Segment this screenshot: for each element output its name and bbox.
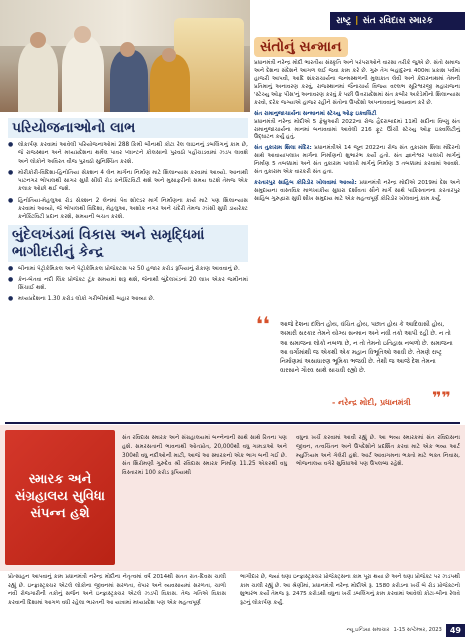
section-heading: સંતોનું સન્માન [254,37,348,57]
section-heading: પરિયોજનાઓનો લાભ [8,118,248,138]
paragraph: પ્રધાનમંત્રી નરેન્દ્ર મોદી ભારતીય સંસ્કૃતિ અને પરંપરાઓને વારસા તરીકે જુએ છે. સંતો સમાજ અને દેશના સંદેશને આગળ લઈ જવા કામ કરે છે. ગુરુ તેગ બહાદુરના 400મા પ્રકાશ પર્વમાં હાજરી આપવી, આદિ શંકરાચાર્યના જન્મસ્થળની મુલાકાત લેવી અને કેદારનાથમાં તેમની પ્રતિમાનું અનાવરણ કરવું, રાજસ્થાનમાં જૈનાચાર્ય વિજય વલ્લભ સૂરિશ્વરજી મહારાજના 'સ્ટેચ્યુ ઓફ પીસ'નું અનાવરણ કરવું કે પછી ઉત્તરપ્રદેશમાં સંત કબીર અકેડેમીનો શિલાન્યાસ કરવો, દરેક જગ્યાએ હાજર રહીને સંતોના ઉપદેશો અપનાવવાનું આહ્વાન કરે છે. [254,60,460,106]
header-photo [0,0,250,112]
divider [5,422,460,424]
quote-text: આજે દેશના દલિત હોય, વંચિત હોય, પછાત હોય કે આદિવાસી હોય, અમારી સરકાર તેમને યોગ્ય સન્માન અને નવી તકો આપી રહી છે. ન તો આ સમાજના લોકો નબળા છે, ન તો તેમનો ઇતિહાસ નબળો છે. સમાજના આ વર્ગોમાંથી જ એકથી એક મહાન વિભૂતિઓ આવી છે. તેમણે રાષ્ટ્ર નિર્માણમાં અસાધારણ ભૂમિકા ભજવી છે. તેથી જ આજે દેશ તેમના વારસાને ગૌરવ સાથે સાચવી રહ્યો છે. [280,321,453,375]
section-badge: રાષ્ટ્ર | સંત રવિદાસ સ્મારક [330,12,465,30]
paragraph: સંત તુકારામ શિલા મંદિર: પ્રધાનમંત્રીએ 14 જૂન 2022ના રોજ સંત તુકારામ શિલા મંદિરનો સાથે આવાયાપલાખ માર્ગના નિર્માણનો શુભારંભ કર્યો હતો. સંત જ્ઞાનેશ્વર પાલખી માર્ગનું નિર્માણ 5 તબક્કામાં અને સંત તુકારામ પાલખી માર્ગનું નિર્માણ 3 તબક્કામાં કરવામાં આવશે. સંત તુકારામ એક વારકરી સંત હતા. [254,145,461,176]
bullet-list [8,141,248,221]
paragraph: કરતારપુર સાહિબ કોરિડોર ખોલવામાં આવ્યો: પ્રધાનમંત્રી નરેન્દ્ર મોદીએ 2019માં દેશ અને સમુદાયના વાસ્તવિક માળખાકીય સુધારા દર્શાવતા સૌને માર્ગ સાથે પાકિસ્તાનના કરતારપુર સાહિબ ગુરુદ્વારા સુધી શીખ સમુદાય માટે એક મહત્વપૂર્ણ કોરિડોર ખોલવાનું કામ કર્યું. [254,180,460,202]
bottom-text-col-2: ભાગીદાર છે, જ્યાં ઘણા ઇન્ફ્રાસ્ટ્રક્ચર પ્રોજેક્ટ્સના કામ પૂરા થયા છે અને ઘણા પ્રોજેક્ટ પર ઝડપથી કામ ચાલી રહ્યું છે. આ શ્રેણીમાં, પ્રધાનમંત્રી નરેન્દ્ર મોદીએ રૂ. 1580 કરોડના ખર્ચે બે રોડ પ્રોજેક્ટનો શુભારંભ કર્યો તેમજ રૂ. 2475 કરોડથી વધુના ખર્ચે ડબલિંગનું કામ કરવામાં આવેલો કોટા-બીના રેલવે રૂટનું લોકાર્પણ કર્યું. [240,574,460,606]
quote-attribution: - નરેન્દ્ર મોદી, પ્રધાનમંત્રી [332,398,411,407]
paragraph: સંત રામાનુજાચાર્યના સન્માનમાં સ્ટેચ્યુ ઓફ ઇક્વલિટી પ્રધાનમંત્રી નરેન્દ્ર મોદીએ 5 ફેબ્રુઆરી 2022ના રોજ હૈદરાબાદમાં 11મી સદીના વિષ્ણુ સંત રામાનુજાચાર્યના માનમાં બનાવવામાં આવેલી 216 ફૂટ ઊંચી સ્ટેચ્યુ ઓફ ઇક્વલિટીનું ઉદ્ઘાટન કર્યું હતું. [254,110,460,141]
list-item: ● કેન-બેતવા નદી લિંક પ્રોજેક્ટ ટૂંક સમયમાં શરૂ થશે, જેનાથી બુંદેલખંડનાં 20 લાખ એકર જમીનમાં સિંચાઈ થશે. [8,276,248,293]
close-quote-icon: ❞❞ [432,388,451,407]
bullet-list [8,265,248,304]
list-item: ● મધ્યપ્રદેશના 1.30 કરોડ લોકો ગરીબીમાંથી બહાર આવ્યા છે. [8,295,248,303]
magazine-name: ન્યૂ ઇન્ડિયા સમાચાર [346,626,390,633]
list-item: ● લોકાર્પણ કરવામાં આવેલી પરિયોજનાઓમાં 288 કિમી બીનાથી કોટા રેલ લાઇનનું ડબલિંગનું કામ છે, જે રાજસ્થાન અને મધ્યપ્રદેશના થર્મલ પાવર પ્લાન્ટને કોલસાનો પુરવઠો પહોંચાડવામાં ઝડપ લાવશે અને લોકોને અવિરત વીજ પુરવઠો સુનિશ્ચિત કરશે. [8,141,248,166]
page-number: 49 [446,624,465,637]
list-item: ● બીનામાં પેટ્રોકેમિકલ અને પેટ્રોકેમિકલ પ્રોજેક્ટસ પર 50 હજાર કરોડ રૂપિયાનું રોકાણ આવવાનું છે. [8,265,248,273]
list-item: ● મોરીકોરી-વિદિશા-હિનોતિયા સેક્શન 4 લેન માર્ગના નિર્માણ માટે શિલાન્યાસ કરવામાં આવ્યો. આનાથી પાટનગર ભોપાલથી સાગર સુધી સીધી રોડ કનેક્ટિવિટી થશે અને મુસાફરીનો સમય ઘટશે તેમજ એક કલાક ઓછો થઈ જશે. [8,169,248,194]
pull-quote [252,312,460,418]
left-column [8,118,248,307]
issue-date: 1-15 સપ્ટેમ્બર, 2023 [393,626,442,633]
page-footer [330,622,465,638]
bottom-text-col-1: પ્રોત્સાહન આપવાનું કામ પ્રધાનમંત્રી નરેન્દ્ર મોદીના નેતૃત્વમાં વર્ષ 2014થી સતત રાત-દિવસ ચાલી રહ્યું છે. ઇન્ફ્રાસ્ટ્રક્ચર એટલે લોકોના જીવનમાં સરળતા, વેપાર અને વ્યવસાયમાં સરળતા, ચાળો નવી રોજગારીની તકોનું સર્જન અને ઇન્ફ્રાસ્ટ્રક્ચર એટલે ઝડપી વિકાસ. તેજ ગતિએ વિકાસ કરવાની દિશામાં આગળ વધી રહેલા ભારતની આ યાત્રામાં મધ્યપ્રદેશ પણ એક મહત્વપૂર્ણ [8,574,226,606]
right-column [254,36,460,207]
section-heading: બુંદેલખંડમાં વિકાસ અને સમૃદ્ધિમાં ભાગીદારીનું કેન્દ્ર [8,225,248,261]
memorial-title-box: સ્મારક અને સંગ્રહાલય સુવિધા સંપન્ન હશે [5,430,115,565]
memorial-text-col-2: વધુના ખર્ચે કરવામાં આવી રહ્યું છે. આ ભવ્ય સ્મારકમાં સંત રવિદાસના જીવન, તત્વચિંતન અને ઉપદેશોને પ્રદર્શિત કરવા માટે એક ભવ્ય આર્ટ મ્યુઝિયમ અને ગેલેરી હશે. આર્ટ આવાગમના ભક્તો માટે ભક્ત નિવાસ, ભોજનાલય વગેરે સુવિધાઓ પણ ઉપલબ્ધ રહેશે. [296,435,460,468]
open-quote-icon: ❛❛ [256,312,270,336]
memorial-text-col-1: સંત રવિદાસ સ્મારક અને સંગ્રહાલયમાં બન્નેનાની સાથે સાથે રિતના પણ હશે. સમરસતાની ભાવનાથી ઓતપ્રોત, 20,000થી વધુ ગામડાઓ અને 300થી વધુ નદીઓની માટી, આજે આ સ્મારકનો એક ભાગ બની ગઈ છે. સંત શિરોમણી ગુરુદેવ શ્રી રવિદાસ સ્મારક નિર્માણ 11.25 એકરથી વધુ વિસ્તારમાં 100 કરોડ રૂપિયાથી [122,435,287,477]
list-item: ● હિનોતિયા-મેહલુઆ રોડ સેક્શન 2 લેનમાં પેવ શોલ્ડર માર્ગ નિર્માણના કાર્ય માટે પણ શિલાન્યાસ કરવામાં આવ્યો, જે ભોપાલથી વિદિશા, મેહલુઆ, અશોક નગર અને ચંદેરી તેમજ ઝાંસી સુધી ડાયરેક્ટ કનેક્ટિવિટી પ્રદાન કરશે, સમયની બચત કરશે. [8,197,248,222]
